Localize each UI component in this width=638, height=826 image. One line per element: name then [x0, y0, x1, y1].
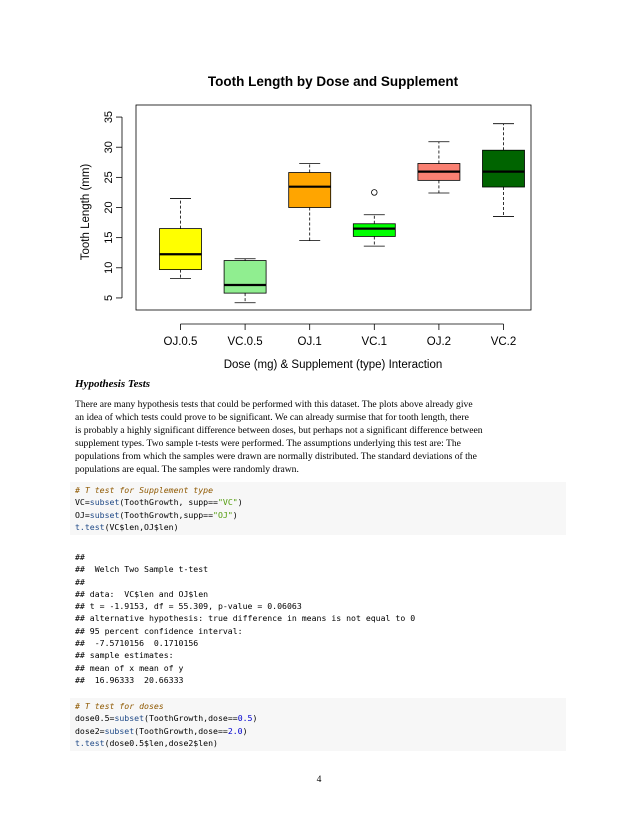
code-block-doses — [70, 698, 566, 751]
code-token: ) — [237, 497, 243, 508]
body-paragraph — [75, 398, 565, 477]
x-tick-label: OJ.1 — [297, 336, 322, 348]
code-function: subset — [89, 497, 120, 508]
box-VC.0.5 — [224, 259, 266, 303]
code-line — [75, 700, 561, 712]
y-tick-label: 25 — [103, 171, 115, 184]
y-tick-label: 10 — [103, 261, 115, 274]
code-comment: # T test for Supplement type — [75, 485, 214, 495]
code-token: ) — [242, 725, 248, 736]
paragraph-line: supplement types. Two sample t-tests were performed. The assumptions underlying this test are: The — [75, 438, 461, 450]
output-line: ## t = -1.9153, df = 55.309, p-value = 0.06063 — [75, 601, 302, 612]
y-axis — [103, 111, 122, 301]
code-output-block — [75, 551, 571, 686]
code-number: 2.0 — [227, 725, 243, 736]
paragraph-line: populations are equal. The samples were randomly drawn. — [75, 464, 299, 476]
code-token: dose0.5= — [75, 713, 115, 724]
output-line: ## data: VC$len and OJ$len — [75, 588, 209, 599]
code-function: t.test — [75, 521, 105, 532]
code-token: (dose0.5$len,dose2$len) — [104, 737, 218, 748]
code-token: dose2= — [75, 725, 105, 736]
code-string: "OJ" — [213, 509, 233, 520]
paragraph-line: There are many hypothesis tests that could be performed with this dataset. The plots above already give — [75, 399, 473, 410]
x-tick-label: VC.1 — [361, 336, 388, 348]
code-token: (VC$len,OJ$len) — [104, 521, 179, 532]
code-token: (ToothGrowth,dose== — [134, 725, 228, 736]
code-function: subset — [104, 725, 135, 736]
x-tick-label: VC.2 — [490, 336, 517, 348]
code-comment: # T test for doses — [75, 701, 164, 711]
boxes-group — [160, 124, 525, 303]
code-token: ) — [252, 713, 258, 724]
box-OJ.1 — [289, 163, 331, 240]
code-token: ) — [232, 509, 238, 520]
code-line — [75, 496, 561, 508]
section-heading: Hypothesis Tests — [75, 378, 151, 390]
box-OJ.0.5 — [160, 198, 202, 278]
page-number: 4 — [316, 774, 322, 785]
code-function: t.test — [75, 737, 105, 748]
code-line — [75, 509, 561, 521]
code-string: "VC" — [217, 497, 238, 508]
paragraph-line: is probably a highly significant difference between doses, but perhaps not a significant difference between — [75, 425, 483, 437]
code-token: (ToothGrowth,dose== — [144, 713, 238, 724]
output-line: ## -7.5710156 0.1710156 — [75, 638, 199, 649]
output-line: ## 16.96333 20.66333 — [75, 674, 184, 685]
code-number: 0.5 — [237, 713, 253, 724]
paragraph-line: populations from which the samples were drawn are normally distributed. The standard deviations of the — [75, 451, 477, 463]
x-tick-label: VC.0.5 — [227, 336, 263, 348]
x-tick-label: OJ.2 — [426, 336, 452, 348]
boxplot-chart — [0, 60, 638, 380]
code-line — [75, 725, 561, 737]
code-line — [75, 484, 561, 496]
code-token: (ToothGrowth, supp== — [119, 497, 218, 508]
x-tick-label: OJ.0.5 — [163, 336, 198, 348]
box-VC.1 — [353, 190, 395, 246]
code-token: VC= — [75, 497, 90, 508]
outlier-point — [372, 190, 378, 196]
code-function: subset — [114, 713, 145, 724]
code-token: OJ= — [75, 509, 90, 520]
box-VC.2 — [483, 124, 525, 217]
code-line — [75, 737, 561, 749]
x-axis-label: Dose (mg) & Supplement (type) Interaction — [223, 359, 443, 371]
output-line: ## — [75, 576, 85, 587]
iqr-box — [353, 224, 395, 237]
code-token: (ToothGrowth,supp== — [119, 509, 214, 520]
paragraph-line: an idea of which tests could prove to be significant. We can already surmise that for tooth length, there — [75, 412, 469, 424]
y-tick-label: 15 — [103, 231, 115, 244]
iqr-box — [289, 173, 331, 208]
chart-title: Tooth Length by Dose and Supplement — [207, 74, 459, 89]
code-block-supplement — [70, 482, 566, 535]
output-line: ## 95 percent confidence interval: — [75, 625, 243, 636]
y-tick-label: 5 — [103, 294, 115, 302]
iqr-box — [160, 229, 202, 270]
output-line: ## — [75, 552, 85, 562]
x-axis — [164, 324, 517, 348]
box-OJ.2 — [418, 142, 460, 193]
output-line: ## Welch Two Sample t-test — [75, 564, 209, 575]
output-line: ## alternative hypothesis: true difference in means is not equal to 0 — [75, 613, 416, 624]
plot-frame — [136, 105, 531, 310]
code-line — [75, 712, 561, 724]
code-function: subset — [89, 509, 120, 520]
output-line: ## sample estimates: — [75, 650, 174, 661]
y-axis-label: Tooth Length (mm) — [80, 163, 92, 261]
iqr-box — [224, 261, 266, 294]
code-line — [75, 521, 561, 533]
y-tick-label: 30 — [103, 141, 115, 154]
output-line: ## mean of x mean of y — [75, 662, 184, 673]
iqr-box — [483, 150, 525, 187]
y-tick-label: 35 — [103, 110, 115, 124]
y-tick-label: 20 — [103, 201, 115, 214]
